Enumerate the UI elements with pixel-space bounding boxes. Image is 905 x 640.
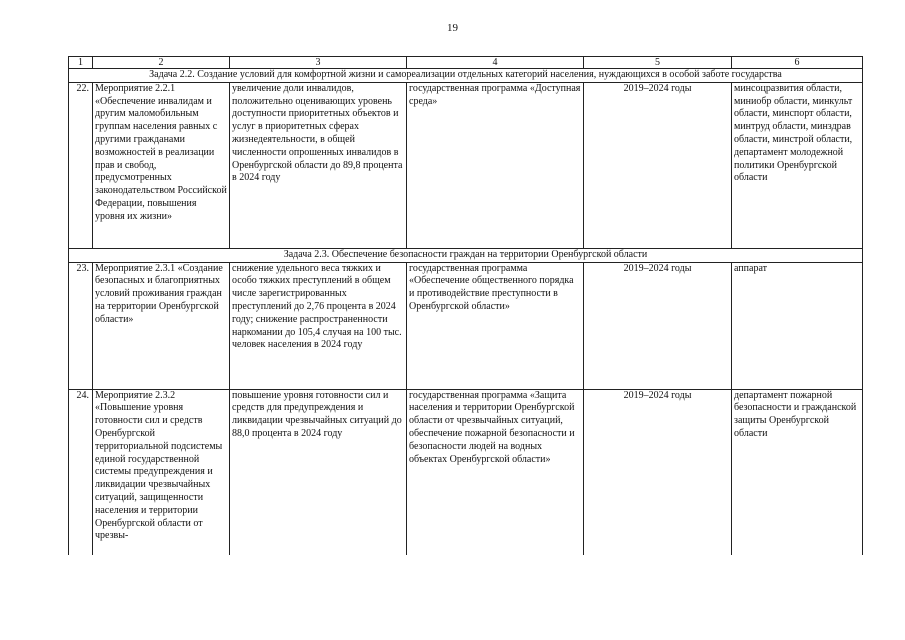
indicator-cell: увеличение доли инвалидов, положительно оценивающих уровень доступности приоритетных объектов и услуг в приоритетных сферах жизнедеятельности, в общей численности опрошенных инвалидов в Оренбургской области до 89,8 процента в 2024 году <box>230 82 407 248</box>
table-row <box>69 262 863 389</box>
task-title: Задача 2.3. Обеспечение безопасности граждан на территории Оренбургской области <box>69 248 863 262</box>
executor-cell: минсоцразвития области, миниобр области, минкульт области, минспорт области, минтруд области, минздрав области, минстрой области, департамент молодежной политики Оренбургской области <box>732 82 863 248</box>
measure-cell: Мероприятие 2.3.1 «Создание безопасных и благоприятных условий проживания граждан на территории Оренбургской области» <box>93 262 230 389</box>
measure-cell: Мероприятие 2.3.2 «Повышение уровня готовности сил и средств Оренбургской территориальной подсистемы единой государственной системы предупреждения и ликвидации чрезвычайных ситуаций, защищенности населения и территории Оренбургской области от чрезвы- <box>93 389 230 555</box>
indicator-cell: повышение уровня готовности сил и средств для предупреждения и ликвидации чрезвычайных ситуаций до 88,0 процента в 2024 году <box>230 389 407 555</box>
task-title: Задача 2.2. Создание условий для комфортной жизни и самореализации отдельных категорий населения, нуждающихся в особой заботе государства <box>69 69 863 83</box>
measures-table <box>68 56 863 555</box>
period-cell: 2019–2024 годы <box>584 82 732 248</box>
period-cell: 2019–2024 годы <box>584 262 732 389</box>
task-header-row <box>69 69 863 83</box>
column-number-row <box>69 57 863 69</box>
column-number-cell: 1 <box>69 57 93 69</box>
row-number: 24. <box>69 389 93 555</box>
row-number: 23. <box>69 262 93 389</box>
column-number-cell: 6 <box>732 57 863 69</box>
measure-cell: Мероприятие 2.2.1 «Обеспечение инвалидам и другим маломобильным группам населения равных с другими гражданами возможностей в реализации прав и свобод, предусмотренных законодательством Российской Федерации, повышения уровня их жизни» <box>93 82 230 248</box>
column-number-cell: 2 <box>93 57 230 69</box>
program-cell: государственная программа «Обеспечение общественного порядка и противодействие преступности в Оренбургской области» <box>407 262 584 389</box>
indicator-cell: снижение удельного веса тяжких и особо тяжких преступлений в общем числе зарегистрированных преступлений до 2,76 процента в 2024 году; снижение распространенности наркомании до 105,4 случая на 100 тыс. человек населения в 2024 году <box>230 262 407 389</box>
table-row <box>69 389 863 555</box>
program-cell: государственная программа «Доступная среда» <box>407 82 584 248</box>
task-header-row <box>69 248 863 262</box>
executor-cell: департамент пожарной безопасности и гражданской защиты Оренбургской области <box>732 389 863 555</box>
page-number: 19 <box>447 22 458 34</box>
period-cell: 2019–2024 годы <box>584 389 732 555</box>
row-number: 22. <box>69 82 93 248</box>
executor-cell: аппарат <box>732 262 863 389</box>
column-number-cell: 3 <box>230 57 407 69</box>
column-number-cell: 4 <box>407 57 584 69</box>
program-cell: государственная программа «Защита населения и территории Оренбургской области от чрезвычайных ситуаций, обеспечение пожарной безопасности и безопасности людей на водных объектах Оренбургской области» <box>407 389 584 555</box>
table-row <box>69 82 863 248</box>
column-number-cell: 5 <box>584 57 732 69</box>
